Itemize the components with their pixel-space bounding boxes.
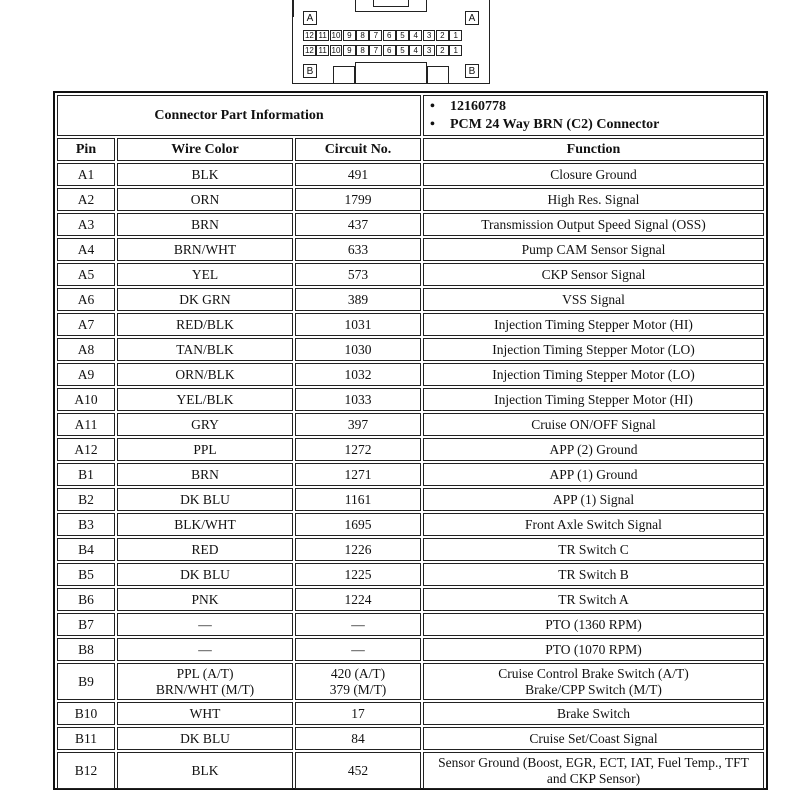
connector-pin: 10	[331, 31, 341, 40]
function-cell-text: Brake/CPP Switch (M/T)	[525, 681, 662, 697]
wire-color-cell	[117, 413, 293, 436]
circuit-cell	[295, 438, 421, 461]
wire-color-cell-text: BRN	[191, 466, 219, 482]
wire-color-cell-text: YEL/BLK	[176, 391, 234, 407]
wire-color-cell-text: —	[198, 641, 212, 657]
wire-color-cell	[117, 288, 293, 311]
function-cell-text: CKP Sensor Signal	[541, 266, 646, 282]
wire-color-cell-text: BRN/WHT (M/T)	[155, 681, 255, 697]
circuit-cell	[295, 588, 421, 611]
circuit-cell-text: 1226	[344, 541, 372, 557]
function-cell	[423, 563, 764, 586]
function-cell	[423, 363, 764, 386]
wire-color-cell-text: PNK	[191, 591, 219, 607]
column-header-row	[57, 138, 764, 161]
table-row	[57, 463, 764, 486]
wire-color-cell	[117, 363, 293, 386]
circuit-cell-text: 1031	[344, 316, 372, 332]
function-cell	[423, 538, 764, 561]
pin-cell-text: A6	[77, 291, 95, 307]
function-cell	[423, 413, 764, 436]
pin-cell-text: A7	[77, 316, 95, 332]
wire-color-cell	[117, 388, 293, 411]
pin-cell-text: A10	[74, 391, 98, 407]
function-cell	[423, 752, 764, 789]
wire-color-cell	[117, 752, 293, 789]
table-row	[57, 752, 764, 789]
wire-color-cell-text: BRN/WHT	[173, 241, 237, 257]
pin-cell-text: A4	[77, 241, 95, 257]
connector-pin: 8	[356, 45, 369, 56]
wire-color-cell	[117, 513, 293, 536]
function-cell-text: APP (1) Ground	[549, 466, 638, 482]
column-header-wire-color: Wire Color	[117, 138, 293, 161]
connector-label-b-left: B	[303, 64, 317, 78]
pin-cell-text: B3	[78, 516, 94, 532]
wire-color-cell	[117, 188, 293, 211]
wire-color-cell-text: DK GRN	[179, 291, 231, 307]
wire-color-cell-text: WHT	[189, 705, 221, 721]
connector-pin: 3	[423, 45, 436, 56]
pin-cell-text: A11	[74, 416, 98, 432]
function-cell	[423, 513, 764, 536]
function-cell-text: Front Axle Switch Signal	[525, 516, 662, 532]
circuit-cell	[295, 288, 421, 311]
part-info-title: Connector Part Information	[57, 95, 421, 136]
table-row	[57, 238, 764, 261]
circuit-cell-text: 1032	[344, 366, 372, 382]
table-row	[57, 163, 764, 186]
circuit-cell-text: 1033	[344, 391, 372, 407]
pin-cell-text: B9	[78, 673, 94, 689]
wire-color-cell-text: PPL	[193, 441, 217, 457]
circuit-cell-text: 1030	[344, 341, 372, 357]
circuit-cell-text: 379 (M/T)	[329, 681, 387, 697]
pin-cell	[57, 438, 115, 461]
table-row	[57, 363, 764, 386]
function-cell	[423, 188, 764, 211]
pin-cell-text: A8	[77, 341, 95, 357]
function-cell-text: Transmission Output Speed Signal (OSS)	[481, 216, 706, 232]
circuit-cell-text: 397	[347, 416, 369, 432]
wire-color-cell-text: DK BLU	[180, 491, 230, 507]
function-cell-text: Sensor Ground (Boost, EGR, ECT, IAT, Fuel Temp., TFT	[438, 754, 749, 770]
pin-cell-text: A2	[77, 191, 95, 207]
pin-cell	[57, 752, 115, 789]
connector-pin: 5	[396, 45, 409, 56]
pin-cell	[57, 288, 115, 311]
pin-cell-text: A1	[77, 166, 95, 182]
circuit-cell-text: 437	[347, 216, 369, 232]
wire-color-cell	[117, 238, 293, 261]
connector-label-b-right: B	[465, 64, 479, 78]
table-row	[57, 263, 764, 286]
function-cell-text: Cruise Set/Coast Signal	[529, 730, 658, 746]
function-cell-text: APP (2) Ground	[549, 441, 638, 457]
function-cell	[423, 588, 764, 611]
table-row	[57, 438, 764, 461]
pin-cell-text: A5	[77, 266, 95, 282]
wire-color-cell	[117, 438, 293, 461]
function-cell	[423, 438, 764, 461]
function-cell-text: VSS Signal	[562, 291, 625, 307]
circuit-cell-text: 491	[347, 166, 369, 182]
pin-cell-text: B7	[78, 616, 94, 632]
circuit-cell	[295, 638, 421, 661]
column-header-circuit: Circuit No.	[295, 138, 421, 161]
wire-color-cell-text: BLK	[191, 166, 219, 182]
pin-cell	[57, 638, 115, 661]
table-row	[57, 488, 764, 511]
function-cell-text: PTO (1070 RPM)	[545, 641, 642, 657]
pin-cell-text: A12	[74, 441, 98, 457]
wire-color-cell-text: GRY	[191, 416, 219, 432]
column-header-function: Function	[423, 138, 764, 161]
circuit-cell-text: 1225	[344, 566, 372, 582]
table-row	[57, 563, 764, 586]
function-cell-text: Injection Timing Stepper Motor (LO)	[492, 341, 695, 357]
wire-color-cell-text: BLK	[191, 762, 219, 778]
function-cell-text: TR Switch C	[558, 541, 629, 557]
circuit-cell	[295, 338, 421, 361]
pin-cell-text: B11	[74, 730, 97, 746]
connector-diagram	[292, 0, 490, 84]
circuit-cell-text: —	[351, 616, 365, 632]
wire-color-cell	[117, 463, 293, 486]
pin-cell	[57, 338, 115, 361]
wire-color-cell	[117, 702, 293, 725]
wire-color-cell-text: DK BLU	[180, 566, 230, 582]
pin-cell	[57, 313, 115, 336]
connector-pin-row-a	[303, 30, 463, 41]
function-cell-text: High Res. Signal	[547, 191, 640, 207]
pin-cell	[57, 588, 115, 611]
wire-color-cell-text: RED	[191, 541, 219, 557]
part-info-list	[423, 95, 764, 136]
wire-color-cell	[117, 313, 293, 336]
function-cell-text: TR Switch A	[558, 591, 629, 607]
pin-cell	[57, 613, 115, 636]
circuit-cell-text: 389	[347, 291, 369, 307]
table-row	[57, 413, 764, 436]
connector-pin: 12	[304, 46, 314, 55]
table-row	[57, 313, 764, 336]
part-info-row	[57, 95, 764, 136]
pin-cell	[57, 663, 115, 700]
function-cell-text: Cruise Control Brake Switch (A/T)	[498, 665, 689, 681]
table-row	[57, 588, 764, 611]
pin-cell	[57, 463, 115, 486]
connector-pin: 11	[316, 45, 329, 56]
pin-cell	[57, 538, 115, 561]
connector-pin: 8	[356, 30, 369, 41]
function-cell-text: TR Switch B	[558, 566, 629, 582]
pin-cell	[57, 163, 115, 186]
wire-color-cell	[117, 263, 293, 286]
circuit-cell-text: 633	[347, 241, 369, 257]
circuit-cell-text: 420 (A/T)	[330, 665, 386, 681]
wire-color-cell	[117, 488, 293, 511]
pin-cell-text: B8	[78, 641, 94, 657]
connector-top-latch	[373, 0, 409, 7]
function-cell	[423, 288, 764, 311]
circuit-cell	[295, 702, 421, 725]
pin-cell	[57, 563, 115, 586]
wire-color-cell-text: BLK/WHT	[174, 516, 236, 532]
table-row	[57, 727, 764, 750]
circuit-cell	[295, 238, 421, 261]
connector-pin: 7	[369, 45, 382, 56]
function-cell	[423, 663, 764, 700]
function-cell	[423, 388, 764, 411]
circuit-cell	[295, 188, 421, 211]
connector-pin: 6	[383, 45, 396, 56]
connector-pin: 6	[383, 30, 396, 41]
connector-pin-row-b	[303, 45, 463, 56]
circuit-cell-text: 17	[351, 705, 365, 721]
circuit-cell	[295, 752, 421, 789]
table-row	[57, 288, 764, 311]
wire-color-cell	[117, 213, 293, 236]
function-cell-text: Brake Switch	[556, 705, 631, 721]
connector-bottom-key-right	[427, 66, 449, 83]
pin-cell	[57, 363, 115, 386]
connector-label-a-right: A	[465, 11, 479, 25]
table-row	[57, 388, 764, 411]
wire-color-cell	[117, 563, 293, 586]
pin-cell	[57, 727, 115, 750]
connector-pin: 10	[331, 46, 341, 55]
wire-color-cell	[117, 163, 293, 186]
wire-color-cell-text: DK BLU	[180, 730, 230, 746]
wire-color-cell	[117, 538, 293, 561]
connector-label-a-left: A	[303, 11, 317, 25]
circuit-cell	[295, 388, 421, 411]
wire-color-cell-text: BRN	[191, 216, 219, 232]
pin-cell-text: B6	[78, 591, 94, 607]
wire-color-cell-text: ORN/BLK	[175, 366, 235, 382]
pin-cell	[57, 413, 115, 436]
circuit-cell	[295, 727, 421, 750]
function-cell-text: Injection Timing Stepper Motor (HI)	[494, 316, 693, 332]
table-row	[57, 638, 764, 661]
connector-bottom-key	[355, 62, 427, 83]
circuit-cell-text: 1271	[344, 466, 372, 482]
wire-color-cell	[117, 663, 293, 700]
circuit-cell-text: 1161	[344, 491, 372, 507]
function-cell	[423, 488, 764, 511]
function-cell-text: Closure Ground	[550, 166, 637, 182]
circuit-cell	[295, 663, 421, 700]
function-cell-text: APP (1) Signal	[552, 491, 635, 507]
circuit-cell	[295, 488, 421, 511]
connector-pin: 12	[304, 31, 314, 40]
pin-cell	[57, 488, 115, 511]
circuit-cell	[295, 213, 421, 236]
connector-pin: 9	[343, 45, 356, 56]
table-row	[57, 213, 764, 236]
connector-pin: 4	[409, 30, 422, 41]
table-row	[57, 188, 764, 211]
function-cell	[423, 238, 764, 261]
pin-cell-text: A9	[77, 366, 95, 382]
circuit-cell	[295, 163, 421, 186]
circuit-cell-text: 1695	[344, 516, 372, 532]
circuit-cell	[295, 413, 421, 436]
function-cell	[423, 338, 764, 361]
connector-pin: 7	[369, 30, 382, 41]
wire-color-cell	[117, 727, 293, 750]
function-cell	[423, 263, 764, 286]
pin-cell	[57, 263, 115, 286]
wire-color-cell-text: RED/BLK	[176, 316, 234, 332]
wire-color-cell	[117, 613, 293, 636]
function-cell	[423, 638, 764, 661]
table-row	[57, 663, 764, 700]
circuit-cell	[295, 538, 421, 561]
circuit-cell	[295, 613, 421, 636]
function-cell	[423, 613, 764, 636]
circuit-cell	[295, 363, 421, 386]
circuit-cell-text: —	[351, 641, 365, 657]
wire-color-cell	[117, 588, 293, 611]
wire-color-cell-text: YEL	[191, 266, 219, 282]
function-cell	[423, 727, 764, 750]
function-cell-text: PTO (1360 RPM)	[545, 616, 642, 632]
part-description: • PCM 24 Way BRN (C2) Connector	[450, 116, 763, 134]
function-cell	[423, 463, 764, 486]
connector-table	[53, 91, 768, 790]
pin-cell-text: B12	[74, 762, 98, 778]
pin-cell-text: B5	[78, 566, 94, 582]
table-row	[57, 338, 764, 361]
connector-edge	[293, 0, 294, 17]
table-row	[57, 702, 764, 725]
wire-color-cell	[117, 638, 293, 661]
circuit-cell	[295, 513, 421, 536]
function-cell-text: and CKP Sensor)	[546, 770, 641, 786]
wire-color-cell-text: PPL (A/T)	[176, 665, 234, 681]
table-row	[57, 613, 764, 636]
wire-color-cell-text: —	[198, 616, 212, 632]
table-row	[57, 513, 764, 536]
pin-cell-text: B1	[78, 466, 94, 482]
connector-pin: 9	[343, 30, 356, 41]
part-number: • 12160778	[450, 98, 763, 116]
function-cell	[423, 213, 764, 236]
function-cell-text: Pump CAM Sensor Signal	[521, 241, 666, 257]
circuit-cell	[295, 563, 421, 586]
pin-cell	[57, 188, 115, 211]
function-cell	[423, 702, 764, 725]
pin-cell	[57, 213, 115, 236]
table-row	[57, 538, 764, 561]
circuit-cell	[295, 313, 421, 336]
function-cell-text: Injection Timing Stepper Motor (LO)	[492, 366, 695, 382]
connector-pin: 2	[436, 30, 449, 41]
circuit-cell	[295, 463, 421, 486]
connector-pin: 3	[423, 30, 436, 41]
pin-cell	[57, 238, 115, 261]
circuit-cell-text: 573	[347, 266, 369, 282]
wire-color-cell-text: TAN/BLK	[176, 341, 234, 357]
pin-cell	[57, 388, 115, 411]
pin-cell-text: B2	[78, 491, 94, 507]
function-cell	[423, 163, 764, 186]
pin-cell	[57, 702, 115, 725]
connector-pin: 11	[316, 30, 329, 41]
connector-bottom-key-left	[333, 66, 355, 83]
connector-pin: 1	[449, 30, 462, 41]
circuit-cell-text: 84	[351, 730, 365, 746]
connector-pin: 5	[396, 30, 409, 41]
wire-color-cell	[117, 338, 293, 361]
circuit-cell	[295, 263, 421, 286]
pin-cell-text: B10	[74, 705, 98, 721]
connector-pin: 4	[409, 45, 422, 56]
function-cell-text: Cruise ON/OFF Signal	[531, 416, 656, 432]
connector-pin: 1	[449, 45, 462, 56]
pin-cell-text: B4	[78, 541, 94, 557]
connector-pin: 2	[436, 45, 449, 56]
circuit-cell-text: 1799	[344, 191, 372, 207]
circuit-cell-text: 1272	[344, 441, 372, 457]
circuit-cell-text: 452	[347, 762, 369, 778]
column-header-pin: Pin	[57, 138, 115, 161]
pin-cell-text: A3	[77, 216, 95, 232]
function-cell	[423, 313, 764, 336]
pin-cell	[57, 513, 115, 536]
wire-color-cell-text: ORN	[190, 191, 220, 207]
circuit-cell-text: 1224	[344, 591, 372, 607]
function-cell-text: Injection Timing Stepper Motor (HI)	[494, 391, 693, 407]
